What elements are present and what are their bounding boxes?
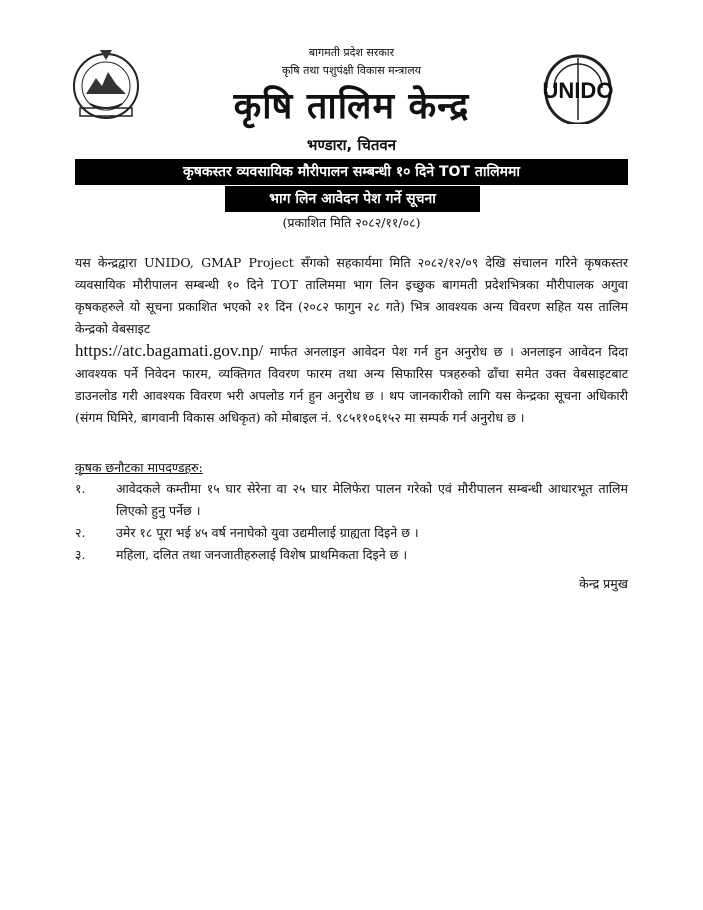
list-item-text: उमेर १८ पूरा भई ४५ वर्ष ननाघेको युवा उद्यमीलाई ग्राह्यता दिइने छ । (116, 525, 419, 540)
list-item-text: महिला, दलित तथा जनजातीहरुलाई विशेष प्राथमिकता दिइने छ । (116, 547, 408, 562)
list-item-number: २. (75, 525, 86, 540)
criteria-heading: कृषक छनौटका मापदण्डहरु: (75, 460, 203, 475)
ministry-line: कृषि तथा पशुपंक्षी विकास मन्त्रालय (281, 64, 422, 77)
website-link[interactable]: https://atc.bagamati.gov.np/ (75, 341, 264, 360)
body-text-part-1: यस केन्द्रद्वारा UNIDO, GMAP Project सँगको सहकार्यमा मिति २०८२/१२/०९ देखि संचालन गरिने कृषकस्तर व्यवसायिक मौरीपालन सम्बन्धी १० दिने TOT तालिममा भाग लिन इच्छुक बागमती प्रदेशभित्रका मौरीपालक अगुवा कृषकहरुले यो सूचना प्रकाशित भएको २१ दिन (२०८२ फागुन २८ गते) भित्र आवश्यक अन्य विवरण सहित यस तालिम केन्द्रको वेबसाइट (75, 255, 628, 336)
list-item-number: ३. (75, 547, 86, 562)
notice-title-line-2: भाग लिन आवेदन पेश गर्ने सूचना (225, 186, 480, 212)
svg-text:UNIDO: UNIDO (542, 78, 614, 103)
notice-body (75, 252, 628, 429)
signature-line: केन्द्र प्रमुख (579, 576, 628, 591)
published-date: (प्रकाशित मिति २०८२/११/०८) (282, 215, 421, 230)
criteria-list (75, 478, 628, 566)
list-item-number: १. (75, 481, 86, 496)
page-title: कृषि तालिम केन्द्र (233, 86, 470, 127)
unido-logo-icon (532, 48, 624, 124)
letterhead (0, 0, 703, 154)
notice-title-line-1: कृषकस्तर व्यवसायिक मौरीपालन सम्बन्धी १० दिने TOT तालिममा (75, 159, 628, 185)
list-item-text: आवेदकले कम्तीमा १५ घार सेरेना वा २५ घार मेलिफेरा पालन गरेको एवं मौरीपालन सम्बन्धी आधारभूत तालिम लिएको हुनु पर्नेछ । (116, 481, 628, 518)
location-line: भण्डारा, चितवन (306, 136, 397, 154)
body-text-part-2: मार्फत अनलाइन आवेदन पेश गर्न हुन अनुरोध छ । अनलाइन आवेदन दिदा आवश्यक पर्ने निवेदन फारम, व्यक्तिगत विवरण फारम तथा अन्य सिफारिस पत्रहरुको ढाँचा समेत उक्त वेबसाइटबाट डाउनलोड गरी आवश्यक विवरण भरी अपलोड गर्न हुन अनुरोध छ । थप जानकारीको लागि यस केन्द्रका सूचना अधिकारी (संगम घिमिरे, बागवानी विकास अधिकृत) को मोबाइल नं. ९८५११०६१५२ मा सम्पर्क गर्न अनुरोध छ । (75, 344, 628, 425)
list-item (75, 478, 628, 522)
province-government-line: बागमती प्रदेश सरकार (308, 46, 395, 59)
list-item (75, 544, 628, 566)
list-item (75, 522, 628, 544)
